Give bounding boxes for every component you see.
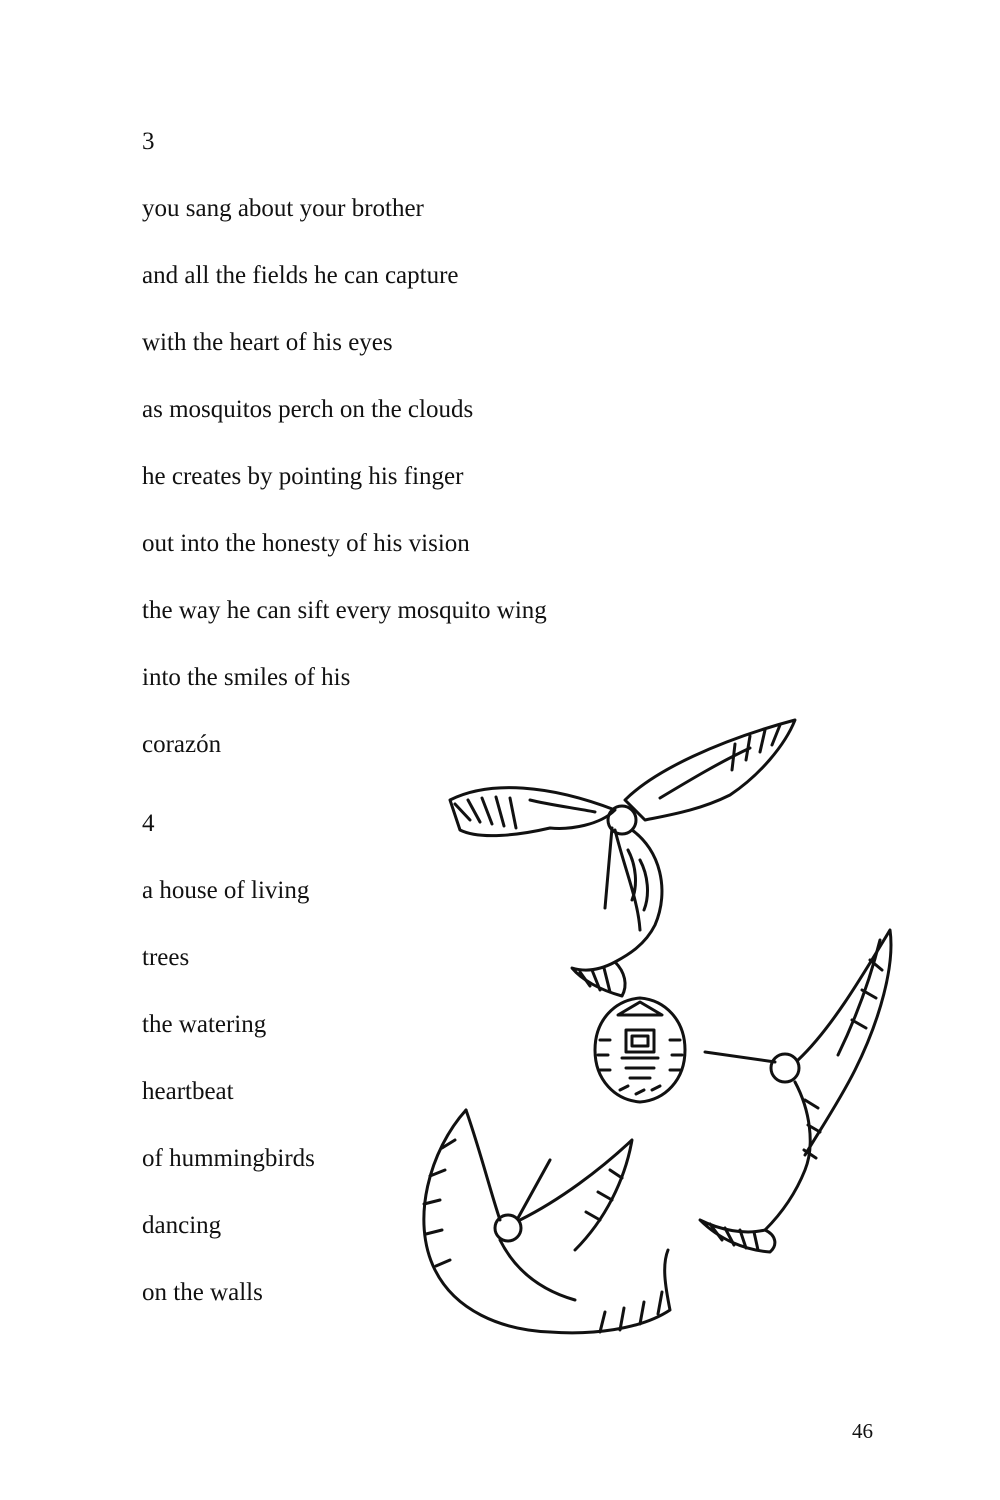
section-number: 3 xyxy=(142,128,155,155)
poem-line: and all the fields he can capture xyxy=(142,262,459,289)
section-number: 4 xyxy=(142,810,155,837)
poem-line: into the smiles of his xyxy=(142,664,351,691)
poem-line: the watering xyxy=(142,1011,267,1038)
poem-line: trees xyxy=(142,944,190,971)
hummingbird-icon xyxy=(450,720,795,996)
poem-line: he creates by pointing his finger xyxy=(142,463,464,490)
poem-line: of hummingbirds xyxy=(142,1145,315,1172)
poem-line: heartbeat xyxy=(142,1078,234,1105)
poem-line: dancing xyxy=(142,1212,222,1239)
poem-line: on the walls xyxy=(142,1279,263,1306)
poem-line: out into the honesty of his vision xyxy=(142,530,470,557)
hummingbird-icon xyxy=(700,930,891,1252)
hummingbird-icon xyxy=(424,1110,670,1333)
poem-line: the way he can sift every mosquito wing xyxy=(142,597,547,624)
poem-line: corazón xyxy=(142,731,222,758)
hummingbirds-illustration xyxy=(400,700,920,1360)
poem-line: as mosquitos perch on the clouds xyxy=(142,396,474,423)
glyph-emblem-icon xyxy=(595,998,685,1102)
page-number: 46 xyxy=(852,1419,873,1443)
poem-line: with the heart of his eyes xyxy=(142,329,393,356)
poem-line: you sang about your brother xyxy=(142,195,424,222)
poem-line: a house of living xyxy=(142,877,310,904)
